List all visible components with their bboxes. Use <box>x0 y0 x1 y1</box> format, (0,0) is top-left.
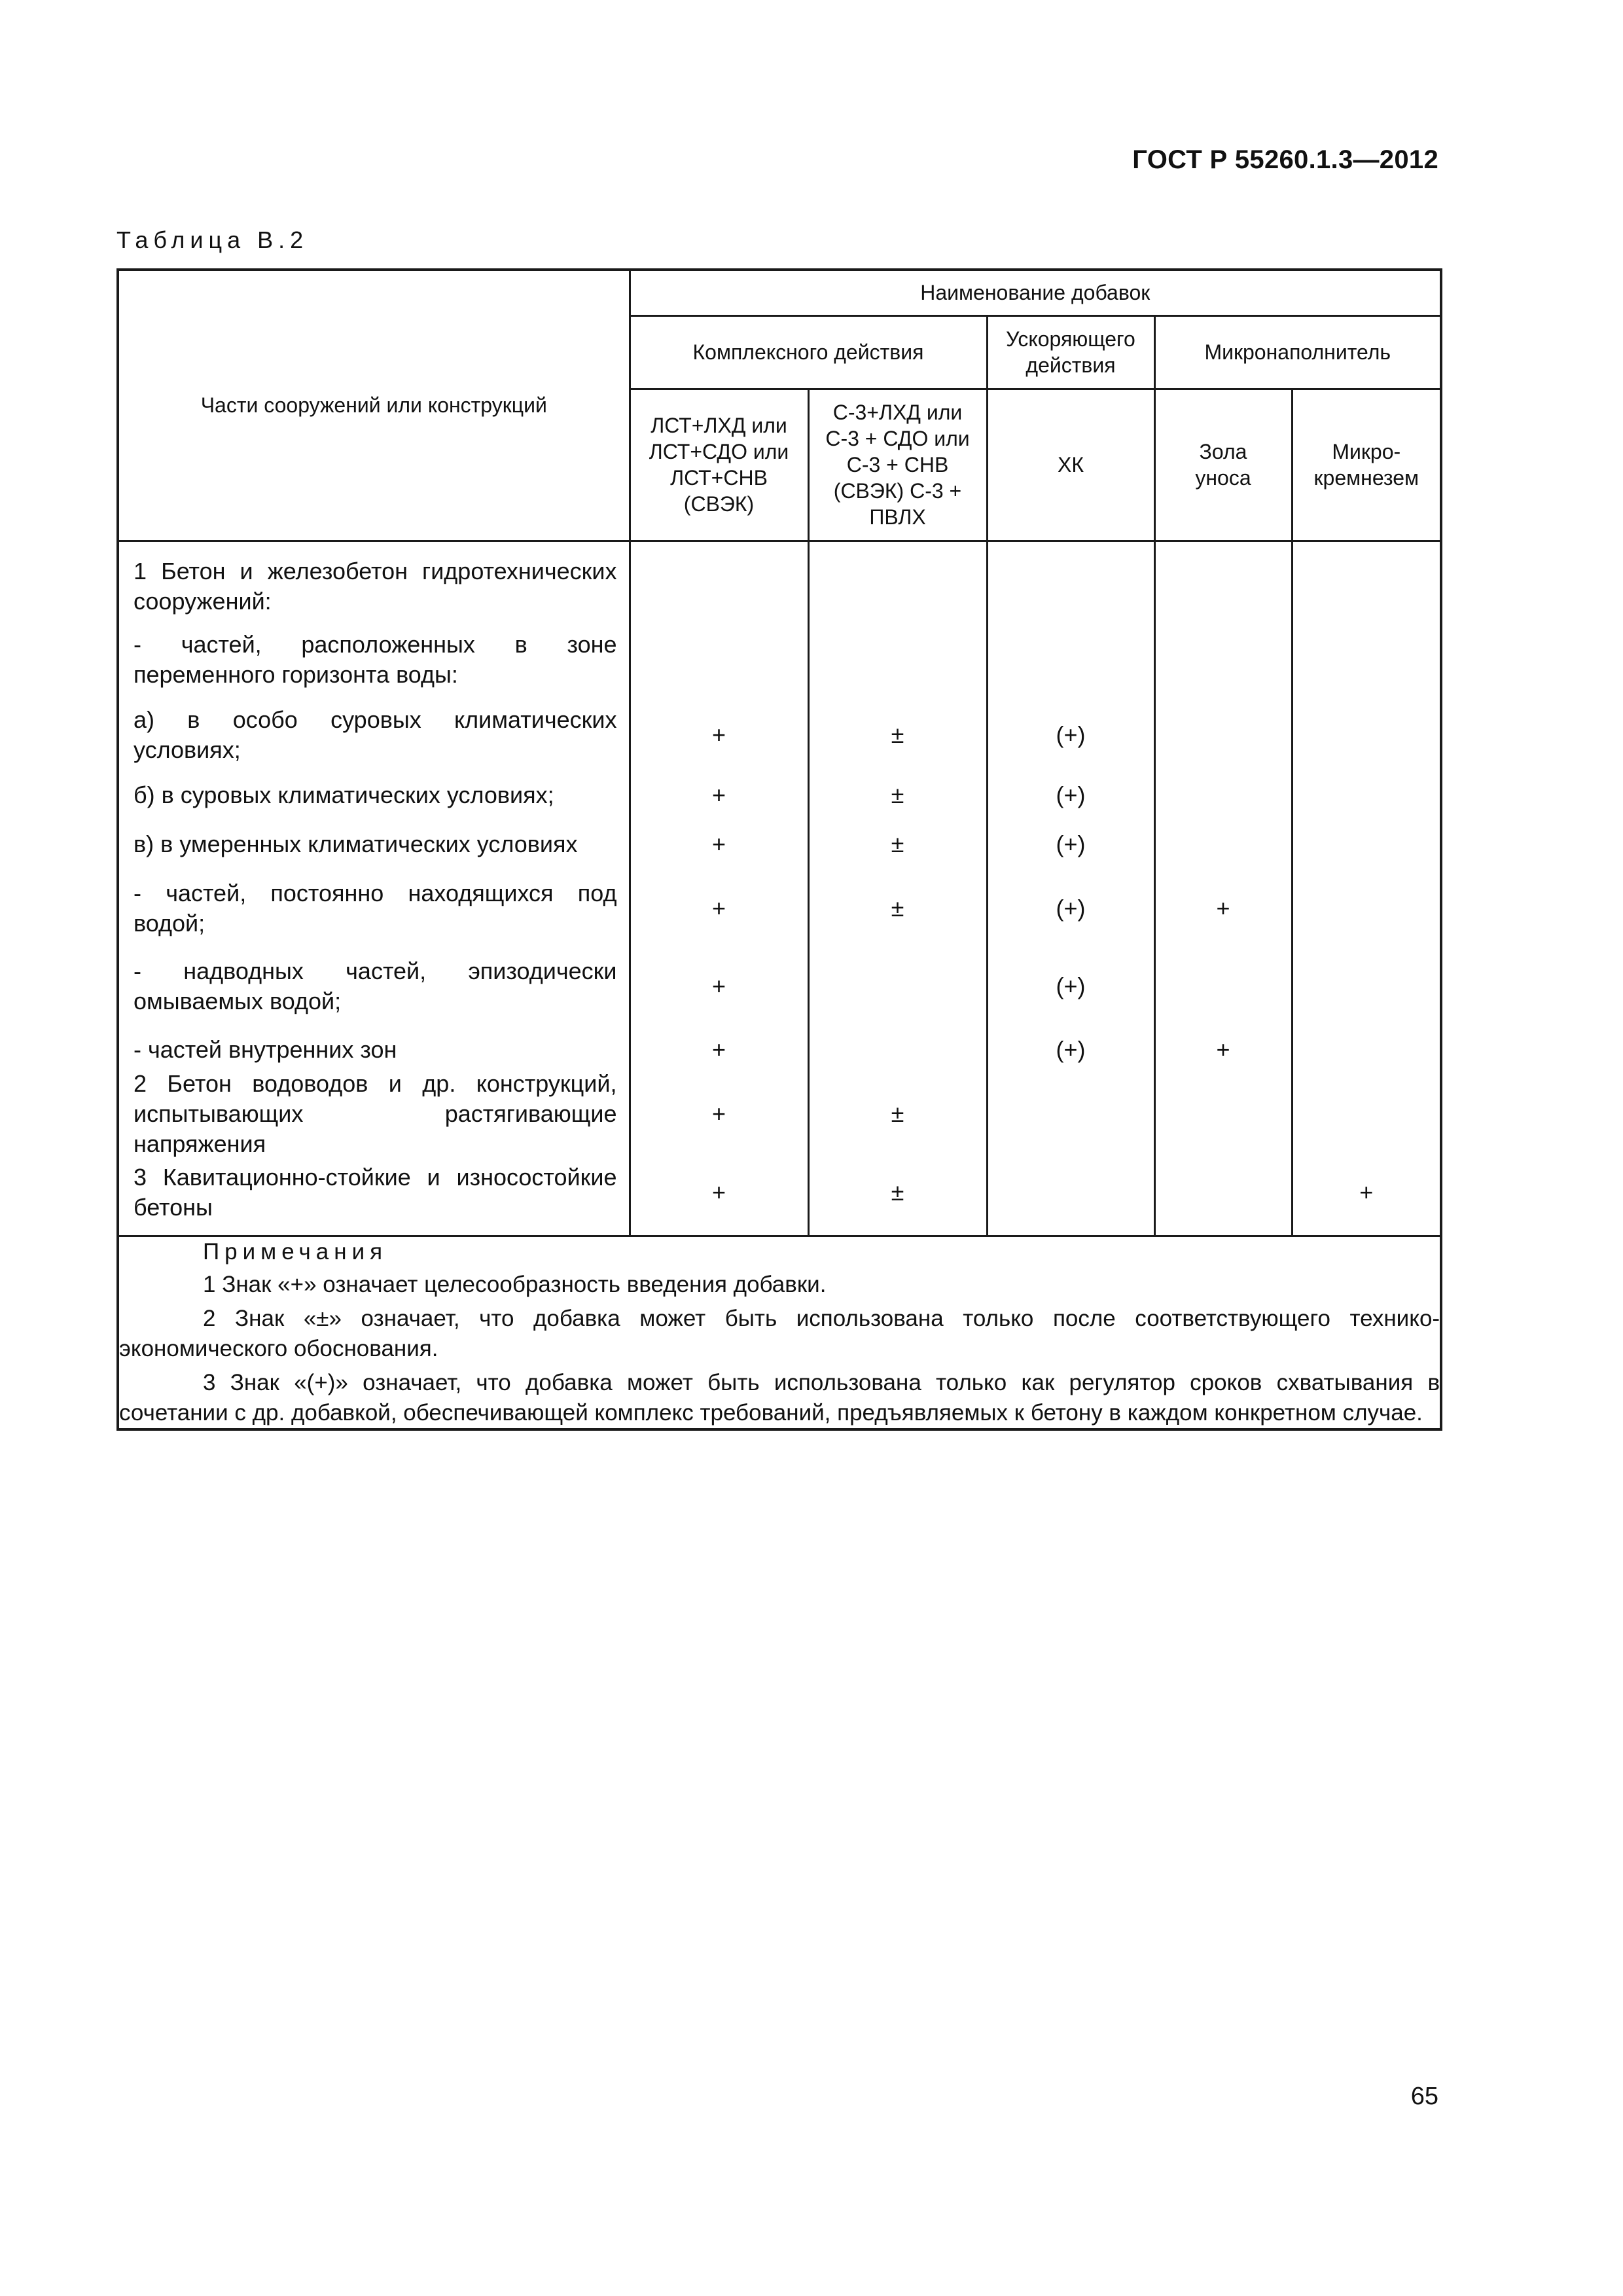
note-item: 2 Знак «±» означает, что добавка может быть использована только после соответствующего технико-экономического обоснования. <box>119 1305 1440 1361</box>
cell-mark: + <box>1359 1179 1374 1206</box>
header-accelerating-label: Ускоряющего действия <box>1006 327 1135 377</box>
header-col-fly-ash-label: Зола уноса <box>1195 440 1251 490</box>
row-text: 3 Кавитационно-стойкие и износостойкие бетоны <box>134 1164 617 1221</box>
note-item: 3 Знак «(+)» означает, что добавка может быть использована только как регулятор сроков схватывания в сочетании с др. добавкой, обеспечивающей комплекс требований, предъявляемых к бетону в каждом конкретном случае. <box>119 1369 1440 1426</box>
header-col-hk: ХК <box>987 389 1154 541</box>
row-text: - частей, постоянно находящихся под водой; <box>134 880 617 937</box>
header-col-fly-ash <box>1154 389 1292 541</box>
cell-mark: + <box>711 1100 726 1127</box>
cell-mark: + <box>1216 895 1230 922</box>
cell-mark: + <box>711 721 726 748</box>
cell-mark: + <box>711 1179 726 1206</box>
cell-mark: + <box>711 831 726 857</box>
cell-mark: (+) <box>1056 895 1086 922</box>
document-standard-number: ГОСТ Р 55260.1.3—2012 <box>1132 145 1438 174</box>
header-col-lst <box>630 389 808 541</box>
header-col-microsilica-label: Микро-кремнезем <box>1313 440 1419 490</box>
cell-mark: + <box>711 781 726 808</box>
cell-mark: + <box>711 973 726 999</box>
row-text: - частей, расположенных в зоне переменного горизонта воды: <box>134 631 617 688</box>
row-text: б) в суровых климатических условиях; <box>134 781 554 808</box>
header-col-c3 <box>808 389 987 541</box>
cell-mark: (+) <box>1056 973 1086 999</box>
body-col-c3 <box>808 541 987 1236</box>
body-col-lst <box>630 541 808 1236</box>
cell-mark: ± <box>891 895 904 922</box>
header-col-lst-label: ЛСТ+ЛХД или ЛСТ+СДО или ЛСТ+СНВ (СВЭК) <box>649 414 789 516</box>
cell-mark: (+) <box>1056 781 1086 808</box>
header-accelerating <box>987 315 1154 389</box>
cell-mark: (+) <box>1056 831 1086 857</box>
table-notes <box>118 1236 1441 1429</box>
cell-mark: ± <box>891 781 904 808</box>
row-text: 1 Бетон и железобетон гидротехнических сооружений: <box>134 558 617 615</box>
cell-mark: (+) <box>1056 721 1086 748</box>
header-additives: Наименование добавок <box>630 270 1441 315</box>
row-text: а) в особо суровых климатических условиях; <box>134 706 617 763</box>
cell-mark: ± <box>891 1100 904 1127</box>
table-label: Таблица В.2 <box>116 226 309 253</box>
cell-mark: (+) <box>1056 1036 1086 1063</box>
header-parts <box>118 270 630 541</box>
row-text: - надводных частей, эпизодически омываемых водой; <box>134 958 617 1014</box>
header-complex: Комплексного действия <box>630 315 987 389</box>
cell-mark: ± <box>891 831 904 857</box>
cell-mark: + <box>1216 1036 1230 1063</box>
row-text: в) в умеренных климатических условиях <box>134 831 578 857</box>
cell-mark: ± <box>891 1179 904 1206</box>
additives-table <box>116 268 1442 1431</box>
body-col-microsilica <box>1292 541 1441 1236</box>
header-parts-label: Части сооружений или конструкций <box>200 393 547 418</box>
cell-mark: + <box>711 895 726 922</box>
body-parts-column <box>118 541 630 1236</box>
body-col-fly-ash <box>1154 541 1292 1236</box>
row-text: 2 Бетон водоводов и др. конструкций, испытывающих растягивающие напряжения <box>134 1070 617 1157</box>
note-item: 1 Знак «+» означает целесообразность введения добавки. <box>203 1271 827 1297</box>
header-col-microsilica <box>1292 389 1441 541</box>
body-col-hk <box>987 541 1154 1236</box>
row-text: - частей внутренних зон <box>134 1036 397 1063</box>
header-col-c3-label: С-3+ЛХД или С-3 + СДО или С-3 + СНВ (СВЭК) С-3 + ПВЛХ <box>825 401 970 529</box>
cell-mark: ± <box>891 721 904 748</box>
cell-mark: + <box>711 1036 726 1063</box>
notes-title: Примечания <box>203 1238 388 1265</box>
header-microfiller: Микронаполнитель <box>1154 315 1441 389</box>
page-number: 65 <box>1410 2083 1438 2110</box>
